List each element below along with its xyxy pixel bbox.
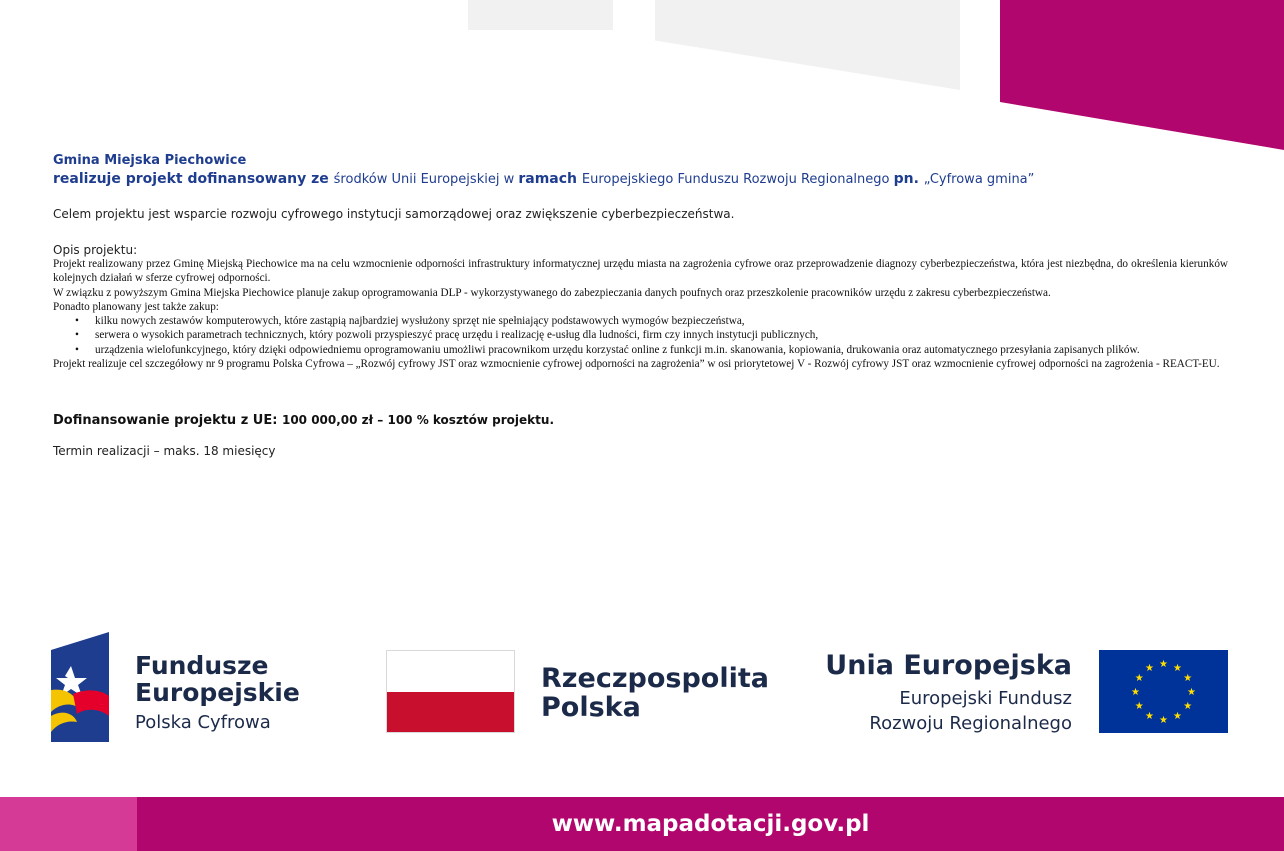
- eu-star-icon: ★: [1187, 687, 1196, 698]
- funding-value: 100 000,00 zł – 100 % kosztów projektu.: [281, 413, 554, 428]
- organization-name: Gmina Miejska Piechowice: [53, 153, 247, 168]
- fundusze-europejskie-logo: [51, 632, 311, 744]
- list-item-text: kilku nowych zestawów komputerowych, które zastąpią najbardziej wysłużony sprzęt nie spełniający podstawowych wymogów bezpieczeństwa,: [95, 315, 745, 328]
- eu-star-icon: ★: [1134, 673, 1144, 684]
- description-paragraph: Ponadto planowany jest także zakup:: [53, 300, 219, 313]
- headline-part-2: środków Unii Europejskiej w: [333, 172, 519, 187]
- decorative-grey-shape-2: [655, 0, 960, 90]
- fe-title-line-2: Europejskie: [135, 678, 300, 707]
- decorative-magenta-shape: [1000, 0, 1284, 150]
- decorative-grey-shape-1: [468, 0, 613, 30]
- project-description: [53, 257, 1228, 371]
- eu-flag-icon: [1099, 650, 1228, 733]
- bullet-icon: •: [75, 343, 79, 356]
- bullet-icon: •: [75, 315, 79, 328]
- fe-flag-icon: [51, 632, 109, 742]
- footer-accent: [0, 797, 137, 851]
- eu-star-icon: ★: [1173, 711, 1182, 723]
- list-item-text: urządzenia wielofunkcyjnego, który dzięki odpowiedniemu oprogramowaniu umożliwi pracownikom urzędu korzystać online z funkcji m.in. skanowania, kopiowania, drukowania oraz automatycznego przesyłania zapisanych plików.: [95, 343, 1140, 356]
- rp-title: [541, 664, 769, 722]
- ue-subtitle-line-1: Europejski Fundusz: [899, 688, 1072, 709]
- list-item: [75, 314, 1228, 328]
- description-paragraph: Projekt realizowany przez Gminę Miejską Piechowice ma na celu wzmocnienie odporności infrastruktury informatycznej urzędu miasta na zagrożenia cyfrowe oraz przeprowadzenie diagnozy cyberbezpieczeństwa, która jest niezbędna, do określenia kierunków kolejnych działań w sferze cyfrowej odporności.: [53, 258, 1228, 285]
- eu-star-icon: ★: [1131, 687, 1140, 698]
- headline-part-1: realizuje projekt dofinansowany ze: [53, 171, 334, 187]
- eu-star-icon: ★: [1145, 662, 1154, 674]
- rp-title-line-1: Rzeczpospolita: [541, 663, 769, 694]
- funding-info: [53, 413, 1228, 428]
- rzeczpospolita-polska-logo: [386, 650, 786, 734]
- list-item: [75, 343, 1228, 357]
- headline-part-3: ramach: [518, 171, 582, 187]
- program-paragraph: Projekt realizuje cel szczegółowy nr 9 programu Polska Cyfrowa – „Rozwój cyfrowy JST oraz wzmocnienie cyfrowej odporności na zagrożenia” w osi priorytetowej V - Rozwój cyfrowy JST oraz wzmocnienie cyfrowej odporności na zagrożenia - REACT-EU.: [53, 358, 1220, 371]
- funding-label: Dofinansowanie projektu z UE:: [53, 413, 282, 429]
- headline-part-5: pn.: [893, 171, 924, 187]
- list-item-text: serwera o wysokich parametrach technicznych, który pozwoli przyspieszyć pracę urzędu i realizację e-usług dla ludności, firm czy innych instytucji publicznych,: [95, 329, 819, 342]
- ue-title: Unia Europejska: [825, 650, 1072, 681]
- project-headline: [53, 171, 1228, 187]
- poster-content: [53, 153, 1228, 458]
- purchase-list: [75, 314, 1228, 357]
- fe-subtitle: Polska Cyfrowa: [135, 712, 271, 733]
- eu-star-icon: ★: [1134, 701, 1144, 712]
- project-goal: Celem projektu jest wsparcie rozwoju cyfrowego instytucji samorządowej oraz zwiększenie cyberbezpieczeństwa.: [53, 207, 735, 221]
- footer-url: www.mapadotacji.gov.pl: [551, 811, 870, 837]
- headline-part-4: Europejskiego Funduszu Rozwoju Regionalnego: [581, 172, 894, 187]
- footer-bar: [0, 797, 1284, 851]
- eu-star-icon: ★: [1183, 673, 1193, 684]
- eu-star-icon: ★: [1159, 715, 1168, 726]
- eu-star-icon: ★: [1145, 711, 1154, 723]
- fe-title: [135, 652, 300, 706]
- description-paragraph: W związku z powyższym Gmina Miejska Piechowice planuje zakup oprogramowania DLP - wykorzystywanego do zabezpieczania danych poufnych oraz przeszkolenie pracowników urzędu z zakresu cyberbezpieczeństwa.: [53, 286, 1051, 299]
- fe-title-line-1: Fundusze: [135, 651, 269, 680]
- ue-subtitle-line-2: Rozwoju Regionalnego: [869, 713, 1072, 734]
- bullet-icon: •: [75, 329, 79, 342]
- list-item: [75, 328, 1228, 342]
- eu-star-icon: ★: [1183, 701, 1193, 712]
- unia-europejska-logo: [820, 650, 1230, 734]
- polish-flag-icon: [386, 650, 515, 733]
- ue-subtitle: [869, 686, 1072, 736]
- realization-term: Termin realizacji – maks. 18 miesięcy: [53, 444, 276, 459]
- description-title: Opis projektu:: [53, 243, 138, 257]
- eu-star-icon: ★: [1173, 662, 1182, 674]
- rp-title-line-2: Polska: [541, 692, 641, 723]
- headline-part-6: „Cyfrowa gmina”: [923, 172, 1035, 187]
- eu-star-icon: ★: [1159, 659, 1168, 670]
